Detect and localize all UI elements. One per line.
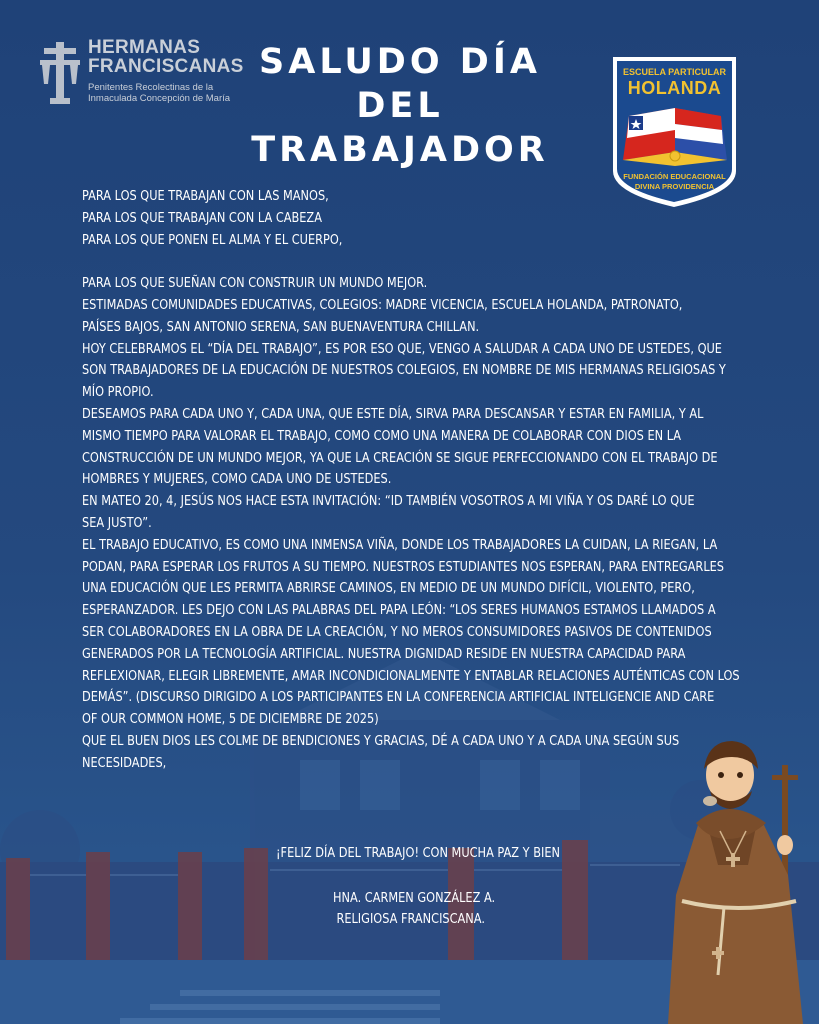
title-line1: SALUDO DÍA DEL — [259, 42, 541, 126]
franciscan-cross-icon — [38, 38, 82, 110]
letter-line: SER COLABORADORES EN LA OBRA DE LA CREACIÓN, Y NO MEROS CONSUMIDORES PASIVOS DE CONTENIDOS — [82, 624, 712, 640]
letter-line: ESTIMADAS COMUNIDADES EDUCATIVAS, COLEGIOS: MADRE VICENCIA, ESCUELA HOLANDA, PATRONATO, — [82, 297, 683, 313]
letter-line: UNA EDUCACIÓN QUE LES PERMITA ABRIRSE CAMINOS, EN MEDIO DE UN MUNDO DIFÍCIL, VIOLENTO, PERO, — [82, 581, 695, 597]
letter-line: EN MATEO 20, 4, JESÚS NOS HACE ESTA INVITACIÓN: “ID TAMBIÉN VOSOTROS A MI VIÑA Y OS DARÉ LO QUE — [82, 494, 695, 510]
letter-line: PAÍSES BAJOS, SAN ANTONIO SERENA, SAN BUENAVENTURA CHILLAN. — [82, 319, 480, 335]
badge-bottom-line1: FUNDACIÓN EDUCACIONAL — [623, 172, 726, 181]
letter-line: HOMBRES Y MUJERES, COMO CADA UNO DE USTEDES. — [82, 472, 392, 488]
signature-name: HNA. CARMEN GONZÁLEZ A. — [333, 891, 496, 906]
badge-top-line2: HOLANDA — [627, 78, 722, 98]
letter-line: MÍO PROPIO. — [82, 385, 154, 401]
letter-line: CONSTRUCCIÓN DE UN MUNDO MEJOR, YA QUE LA CREACIÓN SE SIGUE PERFECCIONANDO CON EL TRABAJO DE — [82, 450, 718, 466]
badge-bottom-line2: DIVINA PROVIDENCIA — [634, 182, 715, 191]
badge-top-line1: ESCUELA PARTICULAR — [623, 67, 726, 77]
letter-line: QUE EL BUEN DIOS LES COLME DE BENDICIONES Y GRACIAS, DÉ A CADA UNO Y A CADA UNA SEGÚN SUS — [82, 733, 680, 749]
letter-line: PARA LOS QUE PONEN EL ALMA Y EL CUERPO, — [82, 232, 343, 248]
signature — [333, 888, 496, 930]
letter-body — [82, 186, 740, 775]
blank-line — [82, 251, 723, 273]
letter-line: PODAN, PARA ESPERAR LOS FRUTOS A SU TIEMPO. NUESTROS ESTUDIANTES NOS ESPERAN, PARA ENTREGARLES — [82, 559, 725, 575]
letter-line: SEA JUSTO”. — [82, 515, 152, 531]
letter-line: PARA LOS QUE TRABAJAN CON LA CABEZA — [82, 210, 322, 226]
letter-line: PARA LOS QUE TRABAJAN CON LAS MANOS, — [82, 189, 329, 204]
title-line2: TRABAJADOR — [251, 130, 549, 170]
letter-line: OF OUR COMMON HOME, 5 DE DICIEMBRE DE 2025) — [82, 712, 379, 728]
logo-name-line2: FRANCISCANAS — [88, 56, 244, 77]
franciscan-friar-illustration — [668, 735, 819, 1024]
letter-line: MISMO TIEMPO PARA VALORAR EL TRABAJO, COMO COMO UNA MANERA DE COLABORAR CON DIOS EN LA — [82, 428, 682, 444]
letter-line: GENERADOS POR LA TECNOLOGÍA ARTIFICIAL. NUESTRA DIGNIDAD RESIDE EN NUESTRA CAPACIDAD PARA — [82, 646, 686, 662]
congregation-logo — [38, 37, 244, 110]
logo-sub-line2: Inmaculada Concepción de María — [88, 93, 231, 104]
signature-role: RELIGIOSA FRANCISCANA. — [336, 912, 485, 927]
letter-line: DESEAMOS PARA CADA UNO Y, CADA UNA, QUE ESTE DÍA, SIRVA PARA DESCANSAR Y ESTAR EN FAMILIA, Y AL — [82, 406, 704, 422]
letter-line: EL TRABAJO EDUCATIVO, ES COMO UNA INMENSA VIÑA, DONDE LOS TRABAJADORES LA CUIDAN, LA RIEGAN, LA — [82, 537, 718, 553]
letter-line: REFLEXIONAR, ELEGIR LIBREMENTE, AMAR INCONDICIONALMENTE Y ENTABLAR RELACIONES AUTÉNTICAS CON LOS — [82, 668, 740, 684]
letter-line: ESPERANZADOR. LES DEJO CON LAS PALABRAS DEL PAPA LEÓN: “LOS SERES HUMANOS ESTAMOS LLAMADOS A — [82, 603, 716, 619]
letter-line: SON TRABAJADORES DE LA EDUCACIÓN DE NUESTROS COLEGIOS, EN NOMBRE DE MIS HERMANAS RELIGIOSAS Y — [82, 363, 726, 379]
letter-line: HOY CELEBRAMOS EL “DÍA DEL TRABAJO”, ES POR ESO QUE, VENGO A SALUDAR A CADA UNO DE USTEDES, QUE — [82, 341, 722, 357]
letter-line: NECESIDADES, — [82, 755, 167, 771]
logo-name-line1: HERMANAS — [88, 37, 201, 58]
closing-greeting: ¡FELIZ DÍA DEL TRABAJO! CON MUCHA PAZ Y BIEN — [276, 846, 561, 861]
letter-line: DEMÁS”. (DISCURSO DIRIGIDO A LOS PARTICIPANTES EN LA CONFERENCIA ARTIFICIAL INTELIGENCIE AND CARE — [82, 690, 715, 706]
letter-line: PARA LOS QUE SUEÑAN CON CONSTRUIR UN MUNDO MEJOR. — [82, 276, 428, 292]
page-title — [240, 40, 560, 172]
logo-sub-line1: Penitentes Recolectinas de la — [88, 82, 214, 93]
